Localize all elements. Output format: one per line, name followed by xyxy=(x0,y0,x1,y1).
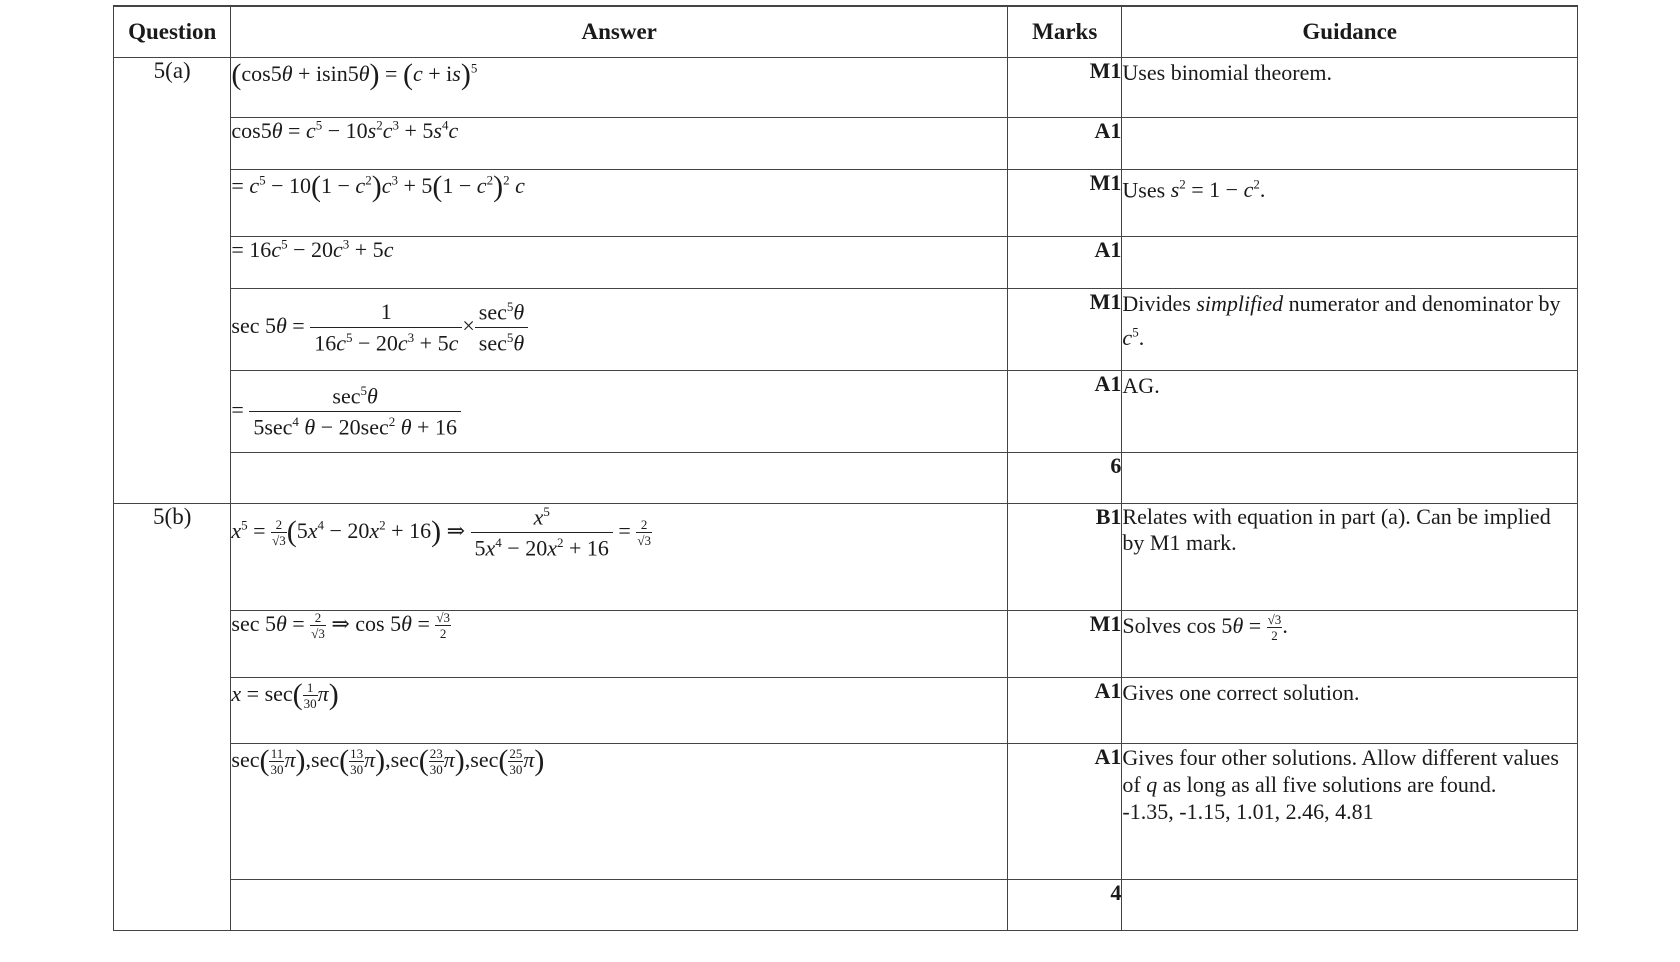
guidance-values: -1.35, -1.15, 1.01, 2.46, 4.81 xyxy=(1122,799,1374,824)
table-row xyxy=(114,504,1578,611)
guidance-cell xyxy=(1122,880,1578,931)
guidance-cell xyxy=(1122,611,1578,678)
table-row xyxy=(114,170,1578,237)
guidance-text: Uses xyxy=(1122,177,1166,203)
total-marks-5a: 6 xyxy=(1008,453,1122,504)
table-row xyxy=(114,611,1578,678)
mark-scheme-table xyxy=(113,5,1578,931)
guidance-cell: Uses binomial theorem. xyxy=(1122,58,1578,118)
table-row xyxy=(114,880,1578,931)
guidance-math: $s^2 = 1 - c^2$. xyxy=(1170,177,1266,203)
mark-cell: M1 xyxy=(1008,170,1122,237)
guidance-math: $c^5$. xyxy=(1122,325,1145,351)
header-question: Question xyxy=(114,6,231,58)
guidance-text: numerator and denominator by xyxy=(1283,291,1561,316)
answer-math: (cos5θ + isin5θ) = (c + is)$^5$ xyxy=(231,58,478,91)
guidance-cell xyxy=(1122,289,1578,371)
answer-math: $x^5$ = $\frac{2}{√3}$ $(5x^4 - 20x^2 + 16)$ ⇒ $\frac{x^5}{5x^4 - 20x^2 + 16}$ = $\frac{2}{√3}$ xyxy=(231,504,651,561)
question-label-5b: 5(b) xyxy=(114,504,231,931)
guidance-cell xyxy=(1122,453,1578,504)
mark-cell: M1 xyxy=(1008,611,1122,678)
table-row xyxy=(114,371,1578,453)
guidance-cell xyxy=(1122,118,1578,170)
table-row xyxy=(114,118,1578,170)
answer-cell xyxy=(231,58,1008,118)
guidance-cell: Relates with equation in part (a). Can be implied by M1 mark. xyxy=(1122,504,1578,611)
guidance-cell xyxy=(1122,744,1578,880)
guidance-math: cos 5θ = $\frac{√3}{2}$ . xyxy=(1186,612,1288,644)
answer-math: sec( $\frac{11}{30}$ π),sec( $\frac{13}{30}$ π),sec( $\frac{23}{30}$ π),sec( $\frac{25}{30}$ π) xyxy=(231,744,545,778)
mark-cell: M1 xyxy=(1008,289,1122,371)
answer-cell xyxy=(231,118,1008,170)
table-row xyxy=(114,289,1578,371)
guidance-cell xyxy=(1122,237,1578,289)
total-marks-5b: 4 xyxy=(1008,880,1122,931)
answer-math: sec 5θ = $\frac{1}{16c^5 - 20c^3 + 5c}$ × $\frac{\sec^5\theta}{\sec^5\theta}$ xyxy=(231,313,528,338)
answer-math: sec 5θ = $\frac{2}{√3}$ ⇒ cos 5θ = $\frac{√3}{2}$ xyxy=(231,610,450,642)
guidance-text: Divides xyxy=(1122,291,1197,316)
answer-cell xyxy=(231,880,1008,931)
table-row xyxy=(114,58,1578,118)
answer-math: x = sec( $\frac{1}{30}$ π) xyxy=(231,678,339,712)
mark-cell: A1 xyxy=(1008,744,1122,880)
table-row xyxy=(114,678,1578,744)
header-answer: Answer xyxy=(231,6,1008,58)
guidance-emphasis: simplified xyxy=(1196,291,1284,316)
answer-cell xyxy=(231,504,1008,611)
answer-cell xyxy=(231,611,1008,678)
answer-math: = $\frac{\sec^5\theta}{5\sec^4 \theta - 20\sec^2 \theta + 16}$ xyxy=(231,397,461,422)
question-label-5a: 5(a) xyxy=(114,58,231,504)
answer-cell xyxy=(231,237,1008,289)
header-row xyxy=(114,6,1578,58)
mark-cell: A1 xyxy=(1008,678,1122,744)
table-row xyxy=(114,453,1578,504)
answer-cell xyxy=(231,678,1008,744)
guidance-text: as long as all five solutions are found. xyxy=(1157,772,1497,797)
guidance-cell: AG. xyxy=(1122,371,1578,453)
header-guidance: Guidance xyxy=(1122,6,1578,58)
guidance-emphasis: q xyxy=(1146,772,1158,797)
answer-math: = $c^5 - 10(1 - c^2)c^3 + 5(1 - c^2)^2$ c xyxy=(231,170,525,203)
answer-cell xyxy=(231,289,1008,371)
answer-math: = $16c^5 - 20c^3 + 5c$ xyxy=(231,237,394,263)
answer-cell xyxy=(231,744,1008,880)
mark-cell: A1 xyxy=(1008,118,1122,170)
mark-cell: A1 xyxy=(1008,371,1122,453)
mark-cell: A1 xyxy=(1008,237,1122,289)
answer-cell xyxy=(231,170,1008,237)
answer-cell xyxy=(231,453,1008,504)
mark-cell: M1 xyxy=(1008,58,1122,118)
guidance-cell xyxy=(1122,170,1578,237)
answer-cell xyxy=(231,371,1008,453)
mark-cell: B1 xyxy=(1008,504,1122,611)
guidance-text: Solves xyxy=(1122,613,1182,638)
header-marks: Marks xyxy=(1008,6,1122,58)
table-row xyxy=(114,237,1578,289)
guidance-text: Gives four other solutions. Allow different values of xyxy=(1122,745,1559,797)
table-row xyxy=(114,744,1578,880)
answer-math: $\cos 5\theta = c^5 - 10s^2c^3 + 5s^4c$ xyxy=(231,118,459,144)
guidance-cell: Gives one correct solution. xyxy=(1122,678,1578,744)
